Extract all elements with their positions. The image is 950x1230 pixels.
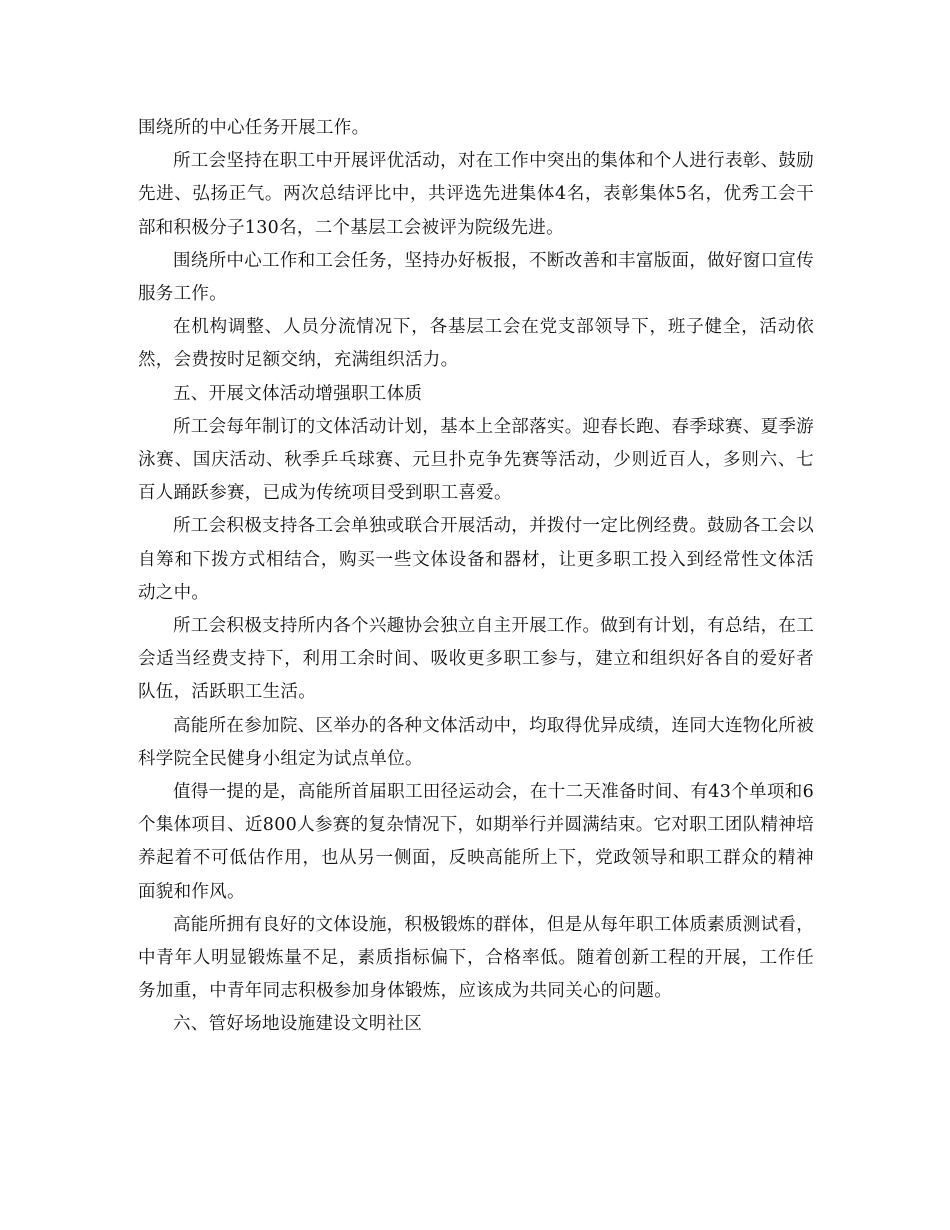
paragraph: 所工会积极支持各工会单独或联合开展活动，并拨付一定比例经费。鼓励各工会以自筹和下拨方式相结合，购买一些文体设备和器材，让更多职工投入到经常性文体活动之中。 <box>138 516 814 603</box>
paragraph: 围绕所的中心任务开展工作。 <box>138 118 370 138</box>
paragraph: 围绕所中心工作和工会任务，坚持办好板报，不断改善和丰富版面，做好窗口宣传服务工作。 <box>138 250 814 305</box>
paragraph: 高能所在参加院、区举办的各种文体活动中，均取得优异成绩，连同大连物化所被科学院全民健身小组定为试点单位。 <box>138 715 814 769</box>
paragraph: 值得一提的是，高能所首届职工田径运动会，在十二天准备时间、有43个单项和6个集体项目、近800人参赛的复杂情况下，如期举行并圆满结束。它对职工团队精神培养起着不可低估作用，也从另一侧面，反映高能所上下，党政领导和职工群众的精神面貌和作风。 <box>138 782 814 902</box>
paragraph: 在机构调整、人员分流情况下，各基层工会在党支部领导下，班子健全，活动依然，会费按时足额交纳，充满组织活力。 <box>138 317 814 371</box>
paragraph: 所工会每年制订的文体活动计划，基本上全部落实。迎春长跑、春季球赛、夏季游泳赛、国庆活动、秋季乒乓球赛、元旦扑克争先赛等活动，少则近百人，多则六、七百人踊跃参赛，已成为传统项目受到职工喜爱。 <box>138 416 814 504</box>
section-heading: 五、开展文体活动增强职工体质 <box>173 383 423 404</box>
document-body <box>138 112 814 1042</box>
paragraph: 高能所拥有良好的文体设施，积极锻炼的群体，但是从每年职工体质素质测试看，中青年人明显锻炼量不足，素质指标偏下，合格率低。随着创新工程的开展，工作任务加重，中青年同志积极参加身体锻炼，应该成为共同关心的问题。 <box>138 914 814 1002</box>
paragraph: 所工会坚持在职工中开展评优活动，对在工作中突出的集体和个人进行表彰、鼓励先进、弘扬正气。两次总结评比中，共评选先进集体4名，表彰集体5名，优秀工会干部和积极分子130名，二个基层工会被评为院级先进。 <box>138 151 814 238</box>
section-heading: 六、管好场地设施建设文明社区 <box>173 1014 423 1035</box>
paragraph: 所工会积极支持所内各个兴趣协会独立自主开展工作。做到有计划，有总结，在工会适当经费支持下，利用工余时间、吸收更多职工参与，建立和组织好各自的爱好者队伍，活跃职工生活。 <box>138 616 814 703</box>
